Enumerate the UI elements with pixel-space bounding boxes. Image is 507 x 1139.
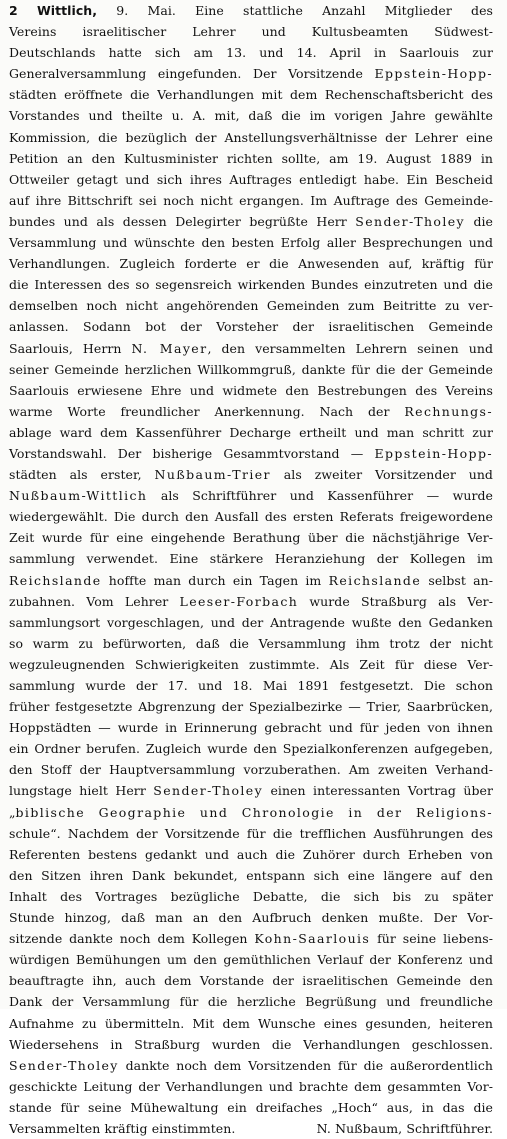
- article-line: anlassen. Sodann bot der Vorsteher der israelitischen Gemeinde: [9, 319, 493, 335]
- article-line: auf ihre Bittschrift sei noch nicht ergangen. Im Auftrage des Gemeinde-: [9, 192, 493, 208]
- article-line: Inhalt des Vortrages bezügliche Debatte, die sich bis zu später: [9, 888, 493, 904]
- article-line: bundes und als dessen Delegirter begrüßte Herr Sender-Tholey die: [9, 213, 493, 229]
- article-line: Reichslande hoffte man durch ein Tagen im Reichslande selbst an-: [9, 572, 494, 588]
- article-line: sitzende dankte noch dem Kollegen Kohn-Saarlouis für seine liebens-: [9, 931, 493, 947]
- article-line: Petition an den Kultusminister richten sollte, am 19. August 1889 in: [9, 150, 493, 166]
- article-closing-line: [9, 1118, 493, 1139]
- closing-text: Versammelten kräftig einstimmten.: [9, 1120, 236, 1136]
- article-line: sammlung verwendet. Eine stärkere Heranziehung der Kollegen im: [9, 551, 493, 567]
- article-line: lungstage hielt Herr Sender-Tholey einen interessanten Vortrag über: [9, 783, 493, 799]
- article-line: städten eröffnete die Verhandlungen mit dem Rechenschaftsbericht des: [9, 87, 493, 103]
- article-line: Kommission, die bezüglich der Anstellungsverhältnisse der Lehrer eine: [9, 129, 493, 145]
- article-line: den Stoff der Hauptversammlung vorzuberathen. Am zweiten Verhand-: [9, 762, 493, 778]
- article-line: Stunde hinzog, daß man an den Aufbruch denken mußte. Der Vor-: [9, 910, 493, 926]
- article-line: Saarlouis erwiesene Ehre und widmete den Bestrebungen des Vereins: [9, 382, 493, 398]
- article-line: wiedergewählt. Die durch den Ausfall des ersten Referats freigewordene: [9, 509, 493, 525]
- news-article: [9, 0, 493, 1139]
- article-line: beauftragte ihn, auch dem Vorstande der israelitischen Gemeinde den: [9, 973, 493, 989]
- article-line: würdigen Bemühungen um den gemüthlichen Verlauf der Konferenz und: [9, 952, 493, 968]
- article-line: Hoppstädten — wurde in Erinnerung gebracht und für jeden von ihnen: [9, 720, 493, 736]
- article-line: Aufnahme zu übermitteln. Mit dem Wunsche eines gesunden, heiteren: [9, 1015, 493, 1031]
- article-line: ablage ward dem Kassenführer Decharge ertheilt und man schritt zur: [9, 424, 493, 440]
- article-line: Vorstandes und theilte u. A. mit, daß die im vorigen Jahre gewählte: [9, 108, 493, 124]
- author-signature: N. Nußbaum, Schriftführer.: [316, 1120, 493, 1136]
- article-line: demselben noch nicht angehörenden Gemeinden zum Beitritte zu ver-: [9, 298, 493, 314]
- article-line: Deutschlands hatte sich am 13. und 14. April in Saarlouis zur: [9, 45, 493, 61]
- article-body: [9, 21, 493, 1118]
- section-marker: 2: [9, 3, 18, 18]
- article-line: zubahnen. Vom Lehrer Leeser-Forbach wurde Straßburg als Ver-: [9, 593, 493, 609]
- article-line: Nußbaum-Wittlich als Schriftführer und Kassenführer — wurde: [9, 488, 493, 504]
- article-line: ein Ordner berufen. Zugleich wurde den Spezialkonferenzen aufgegeben,: [9, 741, 493, 757]
- article-line: Dank der Versammlung für die herzliche Begrüßung und freundliche: [9, 994, 493, 1010]
- article-line: früher festgesetzte Abgrenzung der Spezialbezirke — Trier, Saarbrücken,: [9, 699, 493, 715]
- article-line: warme Worte freundlicher Anerkennung. Nach der Rechnungs-: [9, 403, 493, 419]
- article-line: wegzuleugnenden Schwierigkeiten zustimmte. Als Zeit für diese Ver-: [9, 656, 493, 672]
- article-line: schule“. Nachdem der Vorsitzende für die trefflichen Ausführungen des: [9, 825, 493, 841]
- article-line: Vorstandswahl. Der bisherige Gesammtvorstand — Eppstein-Hopp-: [9, 445, 493, 461]
- article-line: so warm zu befürworten, daß die Versammlung ihm trotz der nicht: [9, 635, 493, 651]
- article-line: Versammlung und wünschte den besten Erfolg aller Besprechungen und: [9, 235, 493, 251]
- article-line: „biblische Geographie und Chronologie in der Religions-: [9, 804, 493, 820]
- article-line: Wiedersehens in Straßburg wurden die Verhandlungen geschlossen.: [9, 1036, 493, 1052]
- article-line: Ottweiler getagt und sich ihres Auftrages entledigt habe. Ein Bescheid: [9, 171, 493, 187]
- article-line: geschickte Leitung der Verhandlungen und brachte dem gesammten Vor-: [9, 1078, 493, 1094]
- article-line: sammlung wurde der 17. und 18. Mai 1891 festgesetzt. Die schon: [9, 678, 493, 693]
- article-line: den Sitzen ihren Dank bekundet, entspann sich eine längere auf den: [9, 867, 493, 883]
- article-line: Generalversammlung eingefunden. Der Vorsitzende Eppstein-Hopp-: [9, 66, 493, 82]
- article-line: städten als erster, Nußbaum-Trier als zweiter Vorsitzender und: [9, 467, 493, 483]
- article-line: Saarlouis, Herrn N. Mayer, den versammelten Lehrern seinen und: [9, 340, 494, 356]
- article-dateline-line: [9, 0, 493, 21]
- article-line: sammlungsort vorgeschlagen, und der Antragende wußte den Gedanken: [9, 614, 493, 630]
- article-line: stande für seine Mühewaltung ein dreifaches „Hoch“ aus, in das die: [9, 1099, 493, 1115]
- article-line: Sender-Tholey dankte noch dem Vorsitzenden für die außerordentlich: [9, 1057, 493, 1073]
- article-line: Referenten bestens gedankt und auch die Zuhörer durch Erheben von: [9, 846, 493, 862]
- article-line: seiner Gemeinde herzlichen Willkommgruß, dankte für die der Gemeinde: [9, 361, 493, 377]
- article-line: 9. Mai. Eine stattliche Anzahl Mitglieder des: [97, 3, 493, 18]
- dateline-place: Wittlich,: [36, 3, 98, 18]
- article-line: Verhandlungen. Zugleich forderte er die Anwesenden auf, kräftig für: [9, 256, 493, 272]
- article-line: Zeit wurde für eine eingehende Berathung über die nächstjährige Ver-: [9, 530, 493, 546]
- article-line: Vereins israelitischer Lehrer und Kultusbeamten Südwest-: [9, 24, 493, 40]
- article-line: die Interessen des so segensreich wirkenden Bundes einzutreten und die: [9, 277, 493, 293]
